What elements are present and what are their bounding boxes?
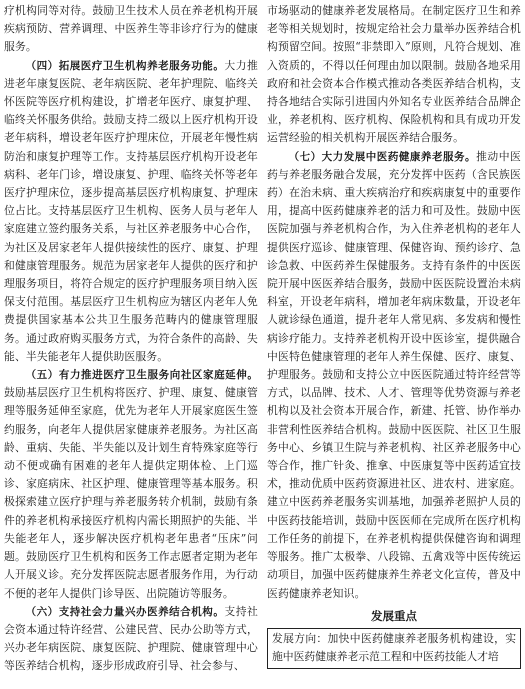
section-7-heading: （七）大力发展中医药健康养老服务。 bbox=[288, 150, 477, 163]
left-paragraph-continuation: 疗机构同等对待。鼓励卫生技术人员在养老机构开展疾病预防、营养调理、中医养生等非诊疗行为的健康服务。 bbox=[4, 4, 258, 54]
development-focus-text: 发展方向：加快中医药健康养老服务机构建设，实施中医药健康养老示范工程和中医药技能人才培 bbox=[272, 631, 516, 663]
section-7-paragraph bbox=[267, 148, 521, 603]
left-column bbox=[4, 2, 258, 689]
section-5-paragraph bbox=[4, 366, 258, 603]
development-focus-title: 发展重点 bbox=[371, 608, 417, 623]
section-6-heading: （六）支持社会力量兴办医养结合机构。 bbox=[25, 605, 225, 618]
section-5-body: 鼓励基层医疗卫生机构将医疗、护理、康复、健康管理等服务延伸至家庭，优先为老年人开展家庭医生签约服务，向老年人提供居家健康养老服务。为社区高龄、重病、失能、半失能以及计划生育特殊家庭等行动不便或确有困难的老年人提供定期体检、上门巡诊、家庭病床、社区护理、健康管理等基本服务。积极探索建立医疗护理与养老服务转介机制，鼓励有条件的养老机构承接医疗机构内需长期照护的失能、半失能老年人，逐步解决医疗机构老年患者“压床”问题。鼓励医疗卫生机构和医务工作志愿者定期为老年人开展义诊。充分发挥医院志愿者服务作用，为行动不便的老年人提供门诊导医、出院随访等服务。 bbox=[4, 386, 258, 600]
section-4-body: 大力推进老年康复医院、老年病医院、老年护理院、临终关怀医院等医疗机构建设，扩增老年医疗、康复护理、临终关怀服务供给。鼓励支持二级以上医疗机构开设老年病科，增设老年医疗护理床位，开展老年慢性病防治和康复护理等工作。支持基层医疗机构开设老年病科、老年门诊，增设康复、护理、临终关怀等老年医疗护理床位，逐步提高基层医疗机构康复、护理床位占比。支持基层医疗卫生机构、医务人员与老年人家庭建立签约服务关系，与社区养老服务中心合作，为社区及居家老年人提供接续性的医疗、康复、护理和健康管理服务。规范为居家老年人提供的医疗和护理服务项目，将符合规定的医疗护理服务项目纳入医保支付范围。基层医疗卫生机构应为辖区内老年人免费提供国家基本公共卫生服务范畴内的健康管理服务。通过政府购买服务方式，为符合条件的高龄、失能、半失能老年人提供助医服务。 bbox=[4, 58, 258, 363]
section-4-heading: （四）拓展医疗卫生机构养老服务功能。 bbox=[25, 59, 225, 72]
section-4-paragraph bbox=[4, 57, 258, 366]
right-column bbox=[267, 2, 521, 689]
section-6-body: 支持社会资本通过特许经营、公建民营、民办公助等方式，兴办老年病医院、康复医院、护理院、健康管理中心等医养结合机构，逐步形成政府引导、社会参与、 bbox=[4, 604, 258, 673]
right-paragraph-continuation: 市场驱动的健康养老发展格局。在制定医疗卫生和养老等相关规划时，按规定给社会力量举办医养结合机构预留空间。按照“非禁即入”原则，凡符合规划、准入资质的，不得以任何理由加以限制。鼓励各地采用政府和社会资本合作模式推动各类医养结合机构，支持各地结合实际引进国内外知名专业医养结合品牌企业，养老机构、医疗机构、保险机构和具有成功开发运营经验的相关机构开展医养结合服务。 bbox=[267, 4, 521, 145]
section-5-heading: （五）有力推进医疗卫生服务向社区家庭延伸。 bbox=[25, 369, 258, 382]
section-7-body: 推动中医药与养老服务融合发展，充分发挥中医药（含民族医药）在治未病、重大疾病治疗和疾病康复中的重要作用，提高中医药健康养老的活力和可及性。鼓励中医医院加强与养老机构合作，为入住养老机构的老年人提供医疗巡诊、健康管理、保健咨询、预约诊疗、急诊急救、中医药养生保健服务。支持有条件的中医医院开展中医医养结合服务，鼓励中医医院设置治未病科室，开设老年病科，增加老年病床数量，开设老年人就诊绿色通道，提升老年人常见病、多发病和慢性病诊疗能力。支持养老机构开设中医诊室，提供融合中医特色健康管理的老年人养生保健、医疗、康复、护理服务。鼓励和支持公立中医医院通过特许经营等方式，以品牌、技术、人才、管理等优势资源与养老机构以及社会资本开展合作，新建、托管、协作举办非营利性医养结合机构。鼓励中医医院、社区卫生服务中心、乡镇卫生院与养老机构、社区养老服务中心等合作，推广针灸、推拿、中医康复等中医药适宜技术，推动优质中医药资源进社区、进农村、进家庭。建立中医药养老服务实训基地，加强养老照护人员的中医药技能培训，鼓励中医医师在完成所在医疗机构工作任务的前提下，在养老机构提供保健咨询和调理等服务。推广太极拳、八段锦、五禽戏等中医传统运动项目，加强中医药健康养生养老文化宣传，普及中医药健康养老知识。 bbox=[267, 149, 521, 600]
section-6-paragraph bbox=[4, 603, 258, 676]
development-focus-box bbox=[267, 628, 521, 669]
